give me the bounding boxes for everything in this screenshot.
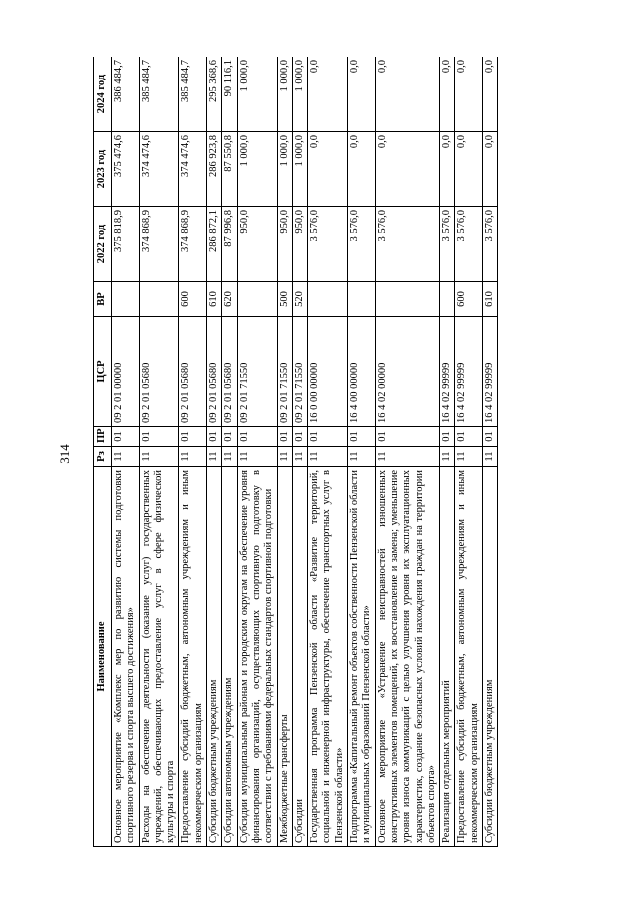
header-name: Наименование <box>94 467 112 847</box>
row-vr <box>112 282 140 317</box>
row-2024: 1 000,0 <box>237 57 277 132</box>
row-2022: 3 576,0 <box>483 207 498 282</box>
row-pr: 01 <box>277 427 292 447</box>
row-vr: 610 <box>483 282 498 317</box>
row-2022: 375 818,9 <box>112 207 140 282</box>
row-2023: 0,0 <box>455 132 483 207</box>
row-csr: 09 2 01 00000 <box>112 317 140 427</box>
row-2023: 0,0 <box>440 132 455 207</box>
table-row <box>483 57 498 847</box>
row-rz: 11 <box>179 447 207 467</box>
row-2022: 374 868,9 <box>139 207 179 282</box>
row-2023: 0,0 <box>483 132 498 207</box>
row-csr: 16 4 00 00000 <box>348 317 376 427</box>
page-number: 314 <box>57 444 72 464</box>
row-csr: 16 4 02 00000 <box>375 317 439 427</box>
header-2022: 2022 год <box>94 207 112 282</box>
table-row <box>348 57 376 847</box>
row-csr: 09 2 01 05680 <box>139 317 179 427</box>
row-name: Предоставление субсидий бюджетным, автономным учреждениям и иным некоммерческим организациям <box>179 467 207 847</box>
row-2022: 3 576,0 <box>308 207 348 282</box>
row-name: Субсидии <box>292 467 307 847</box>
row-pr: 01 <box>139 427 179 447</box>
row-rz: 11 <box>483 447 498 467</box>
row-name: Государственная программа Пензенской области «Развитие территорий, социальной и инженерной инфраструктуры, обеспечение транспортных услуг в Пензенской области» <box>308 467 348 847</box>
row-2022: 3 576,0 <box>375 207 439 282</box>
header-2023: 2023 год <box>94 132 112 207</box>
row-2023: 1 000,0 <box>237 132 277 207</box>
row-rz: 11 <box>237 447 277 467</box>
header-pr: ПР <box>94 427 112 447</box>
row-name: Межбюджетные трансферты <box>277 467 292 847</box>
table-row <box>292 57 307 847</box>
row-rz: 11 <box>207 447 222 467</box>
row-csr: 09 2 01 05680 <box>179 317 207 427</box>
table-header <box>94 57 112 847</box>
row-2022: 3 576,0 <box>455 207 483 282</box>
table-row <box>308 57 348 847</box>
row-pr: 01 <box>207 427 222 447</box>
budget-table <box>93 57 498 847</box>
header-rz: Рз <box>94 447 112 467</box>
row-rz: 11 <box>112 447 140 467</box>
row-name: Субсидии автономным учреждениям <box>222 467 237 847</box>
table-row <box>440 57 455 847</box>
row-2023: 0,0 <box>348 132 376 207</box>
table-row <box>375 57 439 847</box>
row-vr: 620 <box>222 282 237 317</box>
row-2023: 374 474,6 <box>179 132 207 207</box>
row-csr: 09 2 01 71550 <box>237 317 277 427</box>
row-pr: 01 <box>112 427 140 447</box>
row-2023: 1 000,0 <box>292 132 307 207</box>
table-row <box>455 57 483 847</box>
row-csr: 09 2 01 05680 <box>207 317 222 427</box>
row-rz: 11 <box>440 447 455 467</box>
row-2023: 87 550,8 <box>222 132 237 207</box>
row-vr <box>440 282 455 317</box>
row-rz: 11 <box>139 447 179 467</box>
row-name: Субсидии бюджетным учреждениям <box>483 467 498 847</box>
row-csr: 16 4 02 99999 <box>483 317 498 427</box>
row-vr <box>139 282 179 317</box>
rotated-table-area <box>93 57 567 847</box>
row-vr <box>237 282 277 317</box>
row-name: Основное мероприятие «Комплекс мер по развитию системы подготовки спортивного резерва и спорта высшего достижения» <box>112 467 140 847</box>
row-pr: 01 <box>483 427 498 447</box>
row-2023: 0,0 <box>308 132 348 207</box>
row-pr: 01 <box>308 427 348 447</box>
row-pr: 01 <box>292 427 307 447</box>
row-2023: 374 474,6 <box>139 132 179 207</box>
row-2022: 87 996,8 <box>222 207 237 282</box>
row-vr: 500 <box>277 282 292 317</box>
table-row <box>277 57 292 847</box>
row-pr: 01 <box>455 427 483 447</box>
row-vr: 600 <box>455 282 483 317</box>
row-2023: 375 474,6 <box>112 132 140 207</box>
header-row <box>94 57 112 847</box>
table-row <box>112 57 140 847</box>
row-2024: 1 000,0 <box>292 57 307 132</box>
row-name: Основное мероприятие «Устранение неисправностей изношенных конструктивных элементов помещений, их восстановление и замена; уменьшение уровня износа коммуникаций с целью улучшения уровня их эксплуатационных характеристик, создание безопасных условий нахождения граждан на территории объектов спорта» <box>375 467 439 847</box>
row-2024: 386 484,7 <box>112 57 140 132</box>
table-row <box>207 57 222 847</box>
row-2022: 3 576,0 <box>440 207 455 282</box>
header-vr: ВР <box>94 282 112 317</box>
row-rz: 11 <box>375 447 439 467</box>
row-2024: 90 116,1 <box>222 57 237 132</box>
row-csr: 16 4 02 99999 <box>440 317 455 427</box>
row-2023: 286 923,8 <box>207 132 222 207</box>
header-csr: ЦСР <box>94 317 112 427</box>
table-body <box>112 57 498 847</box>
table-row <box>139 57 179 847</box>
row-2024: 0,0 <box>375 57 439 132</box>
table-row <box>179 57 207 847</box>
header-2024: 2024 год <box>94 57 112 132</box>
row-rz: 11 <box>277 447 292 467</box>
row-name: Предоставление субсидий бюджетным, автономным учреждениям и иным некоммерческим организациям <box>455 467 483 847</box>
row-vr <box>308 282 348 317</box>
row-vr: 520 <box>292 282 307 317</box>
row-name: Подпрограмма «Капитальный ремонт объектов собственности Пензенской области и муниципальных образований Пензенской области» <box>348 467 376 847</box>
row-pr: 01 <box>348 427 376 447</box>
row-pr: 01 <box>222 427 237 447</box>
row-rz: 11 <box>222 447 237 467</box>
row-2024: 0,0 <box>348 57 376 132</box>
row-csr: 09 2 01 71550 <box>277 317 292 427</box>
row-2022: 286 872,1 <box>207 207 222 282</box>
row-name: Расходы на обеспечение деятельности (оказание услуг) государственных учреждений, обеспечивающих предоставление услуг в сфере физической культуры и спорта <box>139 467 179 847</box>
row-2022: 3 576,0 <box>348 207 376 282</box>
row-vr: 610 <box>207 282 222 317</box>
row-vr: 600 <box>179 282 207 317</box>
row-vr <box>375 282 439 317</box>
row-2024: 0,0 <box>455 57 483 132</box>
row-rz: 11 <box>308 447 348 467</box>
table-row <box>222 57 237 847</box>
row-pr: 01 <box>375 427 439 447</box>
table-row <box>237 57 277 847</box>
row-2022: 374 868,9 <box>179 207 207 282</box>
row-pr: 01 <box>237 427 277 447</box>
row-2024: 0,0 <box>308 57 348 132</box>
row-2024: 1 000,0 <box>277 57 292 132</box>
row-2023: 0,0 <box>375 132 439 207</box>
row-csr: 09 2 01 71550 <box>292 317 307 427</box>
row-csr: 09 2 01 05680 <box>222 317 237 427</box>
row-rz: 11 <box>455 447 483 467</box>
row-2024: 0,0 <box>440 57 455 132</box>
row-2023: 1 000,0 <box>277 132 292 207</box>
row-2022: 950,0 <box>277 207 292 282</box>
row-name: Реализация отдельных мероприятий <box>440 467 455 847</box>
row-pr: 01 <box>179 427 207 447</box>
row-2022: 950,0 <box>237 207 277 282</box>
row-rz: 11 <box>292 447 307 467</box>
row-2024: 295 368,6 <box>207 57 222 132</box>
row-csr: 16 0 00 00000 <box>308 317 348 427</box>
row-2024: 385 484,7 <box>139 57 179 132</box>
row-2024: 385 484,7 <box>179 57 207 132</box>
row-csr: 16 4 02 99999 <box>455 317 483 427</box>
row-2022: 950,0 <box>292 207 307 282</box>
row-vr <box>348 282 376 317</box>
table-rotator <box>93 57 567 847</box>
row-rz: 11 <box>348 447 376 467</box>
row-pr: 01 <box>440 427 455 447</box>
row-name: Субсидии бюджетным учреждениям <box>207 467 222 847</box>
row-name: Субсидии муниципальным районам и городским округам на обеспечение уровня финансирования организаций, осуществляющих спортивную подготовку в соответствии с требованиями федеральных стандартов спортивной подготовки <box>237 467 277 847</box>
row-2024: 0,0 <box>483 57 498 132</box>
